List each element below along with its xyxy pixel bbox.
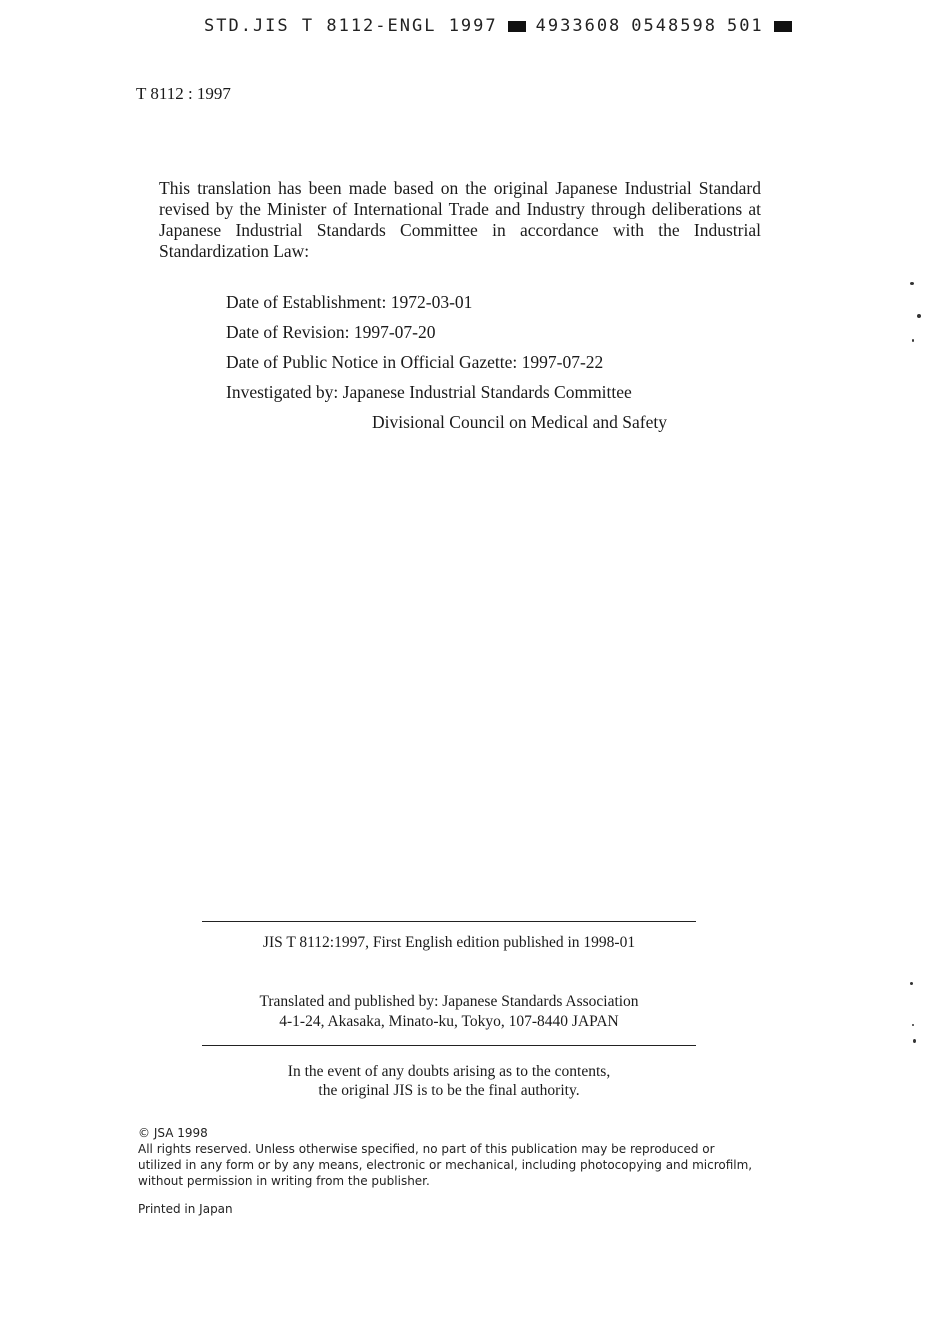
scan-speck	[913, 1039, 916, 1043]
publisher-line: Translated and published by: Japanese Standards Association	[259, 993, 639, 1010]
scan-speck	[917, 314, 921, 318]
divider-top	[202, 921, 696, 922]
authority-note-line2: the original JIS is to be the final authority.	[318, 1082, 580, 1099]
scan-speck	[910, 982, 913, 985]
edition-line: JIS T 8112:1997, First English edition published in 1998-01	[262, 934, 636, 951]
copyright: © JSA 1998	[138, 1126, 208, 1140]
document-number: T 8112 : 1997	[136, 84, 231, 103]
divider-bottom	[202, 1045, 696, 1046]
date-revision: Date of Revision: 1997-07-20	[226, 322, 436, 342]
rights-statement	[138, 1141, 778, 1189]
investigated-by-council: Divisional Council on Medical and Safety	[372, 412, 668, 432]
header-stamp-code: 501	[726, 16, 764, 36]
scan-speck	[912, 339, 914, 342]
intro-text: This translation has been made based on the original Japanese Industrial Standard revised by the Minister of International Trade and Industry through deliberations at Japanese Industrial Standards Committee in accordance with the Industrial Standardization Law:	[159, 178, 761, 261]
header-stamp-text: STD.JIS T 8112-ENGL 1997	[204, 16, 498, 36]
stamp-block-mark	[774, 21, 792, 32]
date-public-notice: Date of Public Notice in Official Gazette: 1997-07-22	[226, 352, 604, 372]
authority-note-line1: In the event of any doubts arising as to the contents,	[287, 1063, 611, 1080]
intro-paragraph	[159, 178, 761, 262]
rights-line: utilized in any form or by any means, electronic or mechanical, including photocopying and microfilm,	[138, 1158, 753, 1172]
header-stamp-code: 4933608	[535, 16, 622, 36]
date-establishment: Date of Establishment: 1972-03-01	[226, 292, 473, 312]
rights-line: All rights reserved. Unless otherwise specified, no part of this publication may be reproduced or	[138, 1142, 715, 1156]
publisher-address: 4-1-24, Akasaka, Minato-ku, Tokyo, 107-8440 JAPAN	[279, 1013, 619, 1030]
printed-in: Printed in Japan	[138, 1202, 233, 1216]
rights-line: without permission in writing from the publisher.	[138, 1174, 430, 1188]
investigated-by: Investigated by: Japanese Industrial Standards Committee	[226, 382, 632, 402]
stamp-block-mark	[508, 21, 526, 32]
scan-speck	[912, 1024, 914, 1026]
header-stamp-code: 0548598	[631, 16, 717, 36]
header-stamp	[204, 16, 792, 36]
scan-speck	[910, 282, 914, 285]
